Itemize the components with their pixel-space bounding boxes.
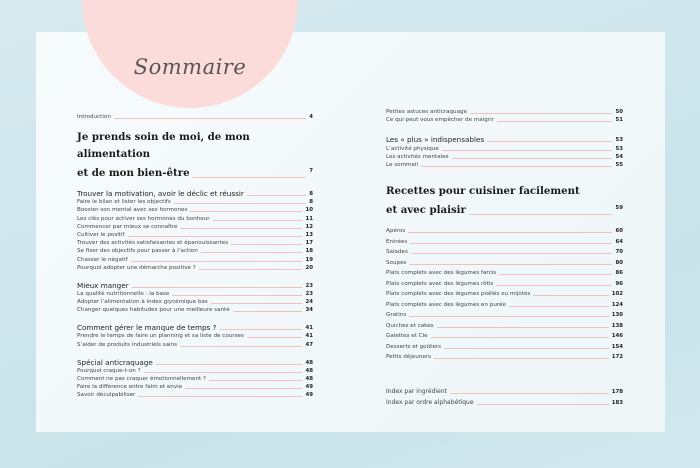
dot-leader (477, 404, 609, 405)
toc-entry[interactable]: Quiches et cakes 138 (386, 322, 623, 329)
dot-leader (233, 311, 303, 312)
dot-leader (172, 295, 302, 296)
dot-leader (138, 396, 302, 397)
toc-entry-index[interactable]: Index par ordre alphabétique 183 (386, 399, 623, 407)
dot-leader (180, 228, 302, 229)
toc-entry[interactable]: Ce qui peut vous empêcher de maigrir 51 (386, 117, 623, 124)
dot-leader (231, 244, 302, 245)
toc-entry[interactable]: Faire le bilan et lister les objectifs 8 (77, 199, 313, 206)
toc-entry[interactable]: Chasser le négatif 19 (77, 256, 313, 263)
dot-leader (470, 113, 612, 114)
toc-entry[interactable]: La qualité nutritionnelle : la base 23 (77, 290, 313, 297)
toc-entry-introduction[interactable]: Introduction 4 (77, 114, 313, 120)
toc-entry[interactable]: Cultiver le positif 13 (77, 231, 313, 238)
toc-entry[interactable]: S’aider de produits industriels sains 47 (77, 341, 313, 348)
toc-entry[interactable]: Commencer par mieux se connaître 12 (77, 223, 313, 230)
toc-section[interactable]: Comment gérer le manque de temps ? 41 (77, 323, 313, 333)
dot-leader (132, 287, 303, 288)
dot-leader (408, 232, 612, 233)
toc-entry[interactable]: Salades 70 (386, 249, 623, 256)
toc-entry[interactable]: Plats complets avec des légumes rôtis 96 (386, 280, 623, 287)
toc-entry-index[interactable]: Index par ingrédient 178 (386, 388, 623, 396)
dot-leader (410, 243, 612, 244)
dot-leader (180, 346, 302, 347)
dot-leader (213, 220, 303, 221)
dot-leader (452, 158, 613, 159)
dot-leader (190, 211, 302, 212)
toc-entry[interactable]: Soupes 80 (386, 259, 623, 266)
dot-leader (174, 203, 306, 204)
dot-leader (421, 166, 612, 167)
toc-entry[interactable]: Savoir déculpabiliser 49 (77, 392, 313, 399)
toc-entry[interactable]: Faire la différence entre faim et envie 49 (77, 384, 313, 391)
dot-leader (114, 118, 306, 119)
toc-entry[interactable]: Gratins 130 (386, 312, 623, 319)
toc-entry[interactable]: Entrées 64 (386, 238, 623, 245)
dot-leader (193, 177, 307, 178)
part-heading[interactable]: Recettes pour cuisiner facilement et avec plaisir 59 (386, 184, 623, 216)
dot-leader (411, 253, 613, 254)
toc-entry[interactable]: Petites astuces anticraquage 50 (386, 109, 623, 116)
dot-leader (156, 364, 303, 365)
toc-section[interactable]: Les « plus » indispensables 53 (386, 135, 623, 145)
dot-leader (487, 141, 612, 142)
dot-leader (201, 252, 303, 253)
dot-leader (219, 329, 302, 330)
toc-entry[interactable]: Prendre le temps de faire un planning et sa liste de courses 41 (77, 333, 313, 340)
dot-leader (442, 150, 613, 151)
toc-entry[interactable]: Se fixer des objectifs pour passer à l’action 18 (77, 248, 313, 255)
toc-entry[interactable]: Changer quelques habitudes pour une meilleure santé 34 (77, 307, 313, 314)
toc-section[interactable]: Spécial anticraquage 48 (77, 357, 313, 367)
dot-leader (209, 380, 303, 381)
part-heading[interactable]: Je prends soin de moi, de mon alimentation et de mon bien-être 7 (77, 131, 313, 179)
dot-leader (469, 214, 613, 215)
toc-entry[interactable]: Adopter l’alimentation à index glycémique bas 24 (77, 299, 313, 306)
toc-left-column (77, 112, 313, 399)
toc-entry[interactable]: L’activité physique 53 (386, 145, 623, 152)
dot-leader (431, 337, 609, 338)
dot-leader (533, 295, 608, 296)
toc-entry[interactable]: Plats complets avec des légumes poêlés ou mijotés 102 (386, 291, 623, 298)
toc-section[interactable]: Mieux manger 23 (77, 280, 313, 290)
dot-leader (497, 121, 613, 122)
dot-leader (131, 261, 303, 262)
dot-leader (409, 264, 612, 265)
dot-leader (496, 285, 612, 286)
toc-entry[interactable]: Pourquoi craque-t-on ? 48 (77, 367, 313, 374)
toc-entry[interactable]: Comment ne pas craquer émotionnellement ? 48 (77, 376, 313, 382)
dot-leader (437, 327, 609, 328)
toc-entry[interactable]: Le sommeil 55 (386, 161, 623, 168)
dot-leader (450, 393, 609, 394)
toc-entry[interactable]: Booster son mental avec ses hormones 10 (77, 207, 313, 214)
toc-entry[interactable]: Pourquoi adopter une démarche positive ? 20 (77, 264, 313, 271)
toc-entry[interactable]: Trouver des activités satisfaisantes et épanouissantes 17 (77, 240, 313, 247)
dot-leader (199, 269, 303, 270)
dot-leader (247, 195, 306, 196)
toc-entry[interactable]: Desserts et goûters 154 (386, 343, 623, 350)
dot-leader (409, 316, 608, 317)
dot-leader (434, 358, 609, 359)
toc-entry[interactable]: Les clés pour activer ses hormones du bonheur 11 (77, 215, 313, 222)
toc-entry[interactable]: Plats complets avec des légumes farcis 86 (386, 270, 623, 277)
dot-leader (499, 274, 612, 275)
dot-leader (144, 372, 303, 373)
toc-entry[interactable]: Petits déjeuners 172 (386, 354, 623, 361)
toc-section[interactable]: Trouver la motivation, avoir le déclic et réussir 8 (77, 189, 313, 198)
toc-entry[interactable]: Apéros 60 (386, 228, 623, 235)
page-title: Sommaire (133, 55, 247, 79)
dot-leader (509, 306, 609, 307)
toc-right-column (386, 108, 623, 407)
dot-leader (211, 303, 303, 304)
toc-entry[interactable]: Les activités mentales 54 (386, 153, 623, 160)
dot-leader (185, 388, 302, 389)
dot-leader (444, 348, 609, 349)
dot-leader (247, 337, 303, 338)
dot-leader (128, 236, 303, 237)
toc-entry[interactable]: Galettes et Cie 146 (386, 333, 623, 340)
toc-entry[interactable]: Plats complets avec des légumes en purée 124 (386, 301, 623, 308)
